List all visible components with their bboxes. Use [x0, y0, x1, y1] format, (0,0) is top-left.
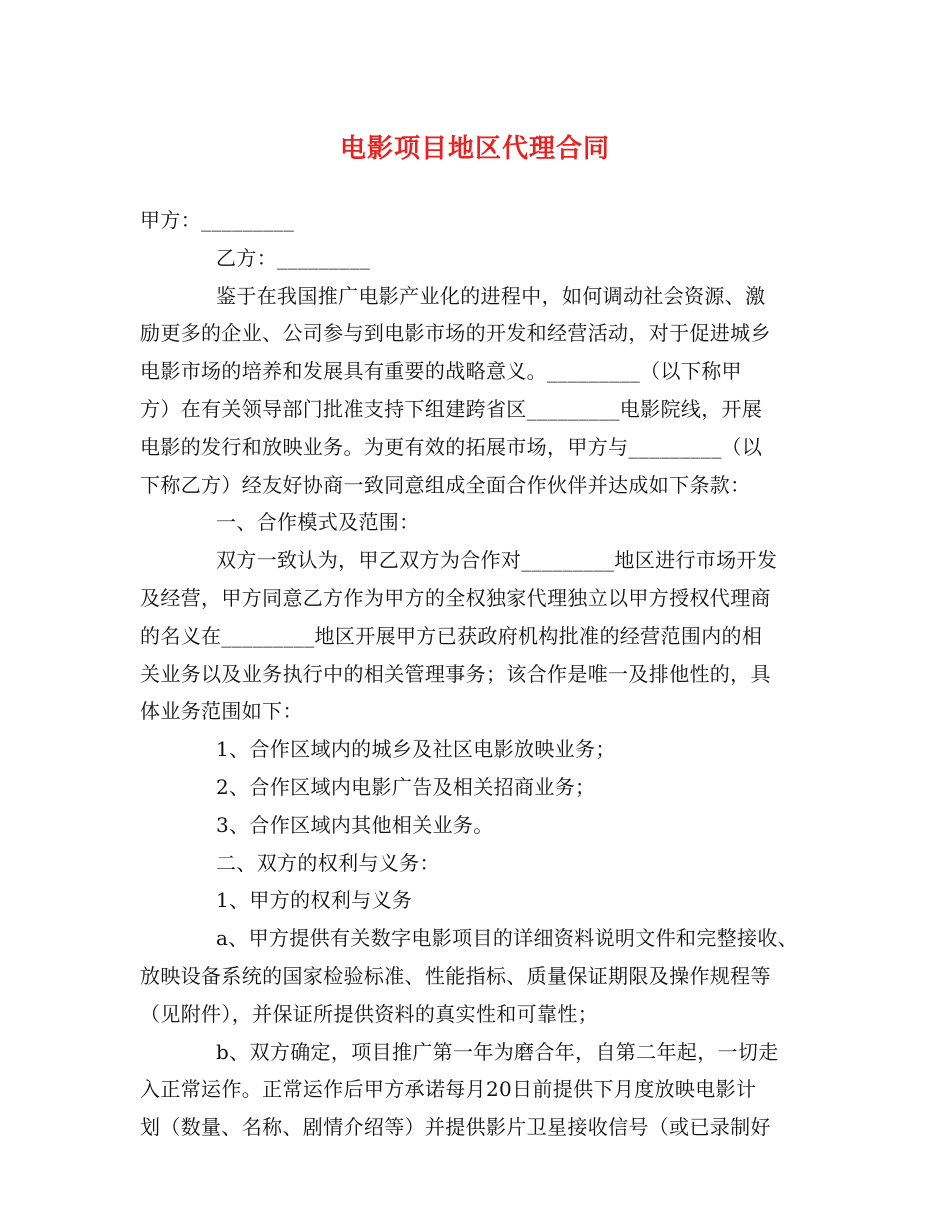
paragraph-line: 方）在有关领导部门批准支持下组建跨省区_________电影院线，开展 — [140, 397, 763, 421]
paragraph-line: b、双方确定，项目推广第一年为磨合年，自第二年起，一切走 — [216, 1040, 779, 1064]
paragraph-line: 关业务以及业务执行中的相关管理事务；该合作是唯一及排他性的，具 — [140, 662, 771, 686]
paragraph-line: 3、合作区域内其他相关业务。 — [216, 813, 494, 837]
paragraph-line: 电影市场的培养和发展具有重要的战略意义。_________（以下称甲 — [140, 359, 742, 383]
paragraph-line: 励更多的企业、公司参与到电影市场的开发和经营活动，对于促进城乡 — [140, 321, 771, 345]
paragraph-line: 甲方：_________ — [140, 208, 295, 232]
paragraph-line: 体业务范围如下： — [140, 699, 303, 723]
paragraph-line: 2、合作区域内电影广告及相关招商业务； — [216, 775, 596, 799]
paragraph-line: a、甲方提供有关数字电影项目的详细资料说明文件和完整接收、 — [216, 926, 799, 950]
document-title: 电影项目地区代理合同 — [339, 134, 610, 164]
paragraph-line: 1、合作区域内的城乡及社区电影放映业务； — [216, 737, 616, 761]
paragraph-line: 的名义在_________地区开展甲方已获政府机构批准的经营范围内的相 — [140, 624, 763, 648]
paragraph-line: 电影的发行和放映业务。为更有效的拓展市场，甲方与_________（以 — [140, 435, 763, 459]
paragraph-line: 1、甲方的权利与义务 — [216, 888, 413, 912]
paragraph-line: 乙方：_________ — [216, 246, 371, 270]
paragraph-line: 双方一致认为，甲乙双方为合作对_________地区进行市场开发 — [216, 548, 778, 572]
paragraph-line: （见附件），并保证所提供资料的真实性和可靠性； — [140, 1002, 599, 1026]
paragraph-line: 下称乙方）经友好协商一致同意组成全面合作伙伴并达成如下条款： — [140, 473, 751, 497]
paragraph-line: 一、合作模式及范围： — [216, 510, 420, 534]
paragraph-line: 鉴于在我国推广电影产业化的进程中，如何调动社会资源、激 — [216, 284, 766, 308]
paragraph-line: 及经营，甲方同意乙方作为甲方的全权独家代理独立以甲方授权代理商 — [140, 586, 771, 610]
paragraph-line: 划（数量、名称、剧情介绍等）并提供影片卫星接收信号（或已录制好 — [140, 1115, 771, 1139]
paragraph-line: 二、双方的权利与义务： — [216, 851, 440, 875]
paragraph-line: 入正常运作。正常运作后甲方承诺每月20日前提供下月度放映电影计 — [140, 1077, 757, 1101]
paragraph-line: 放映设备系统的国家检验标准、性能指标、质量保证期限及操作规程等 — [140, 964, 771, 988]
